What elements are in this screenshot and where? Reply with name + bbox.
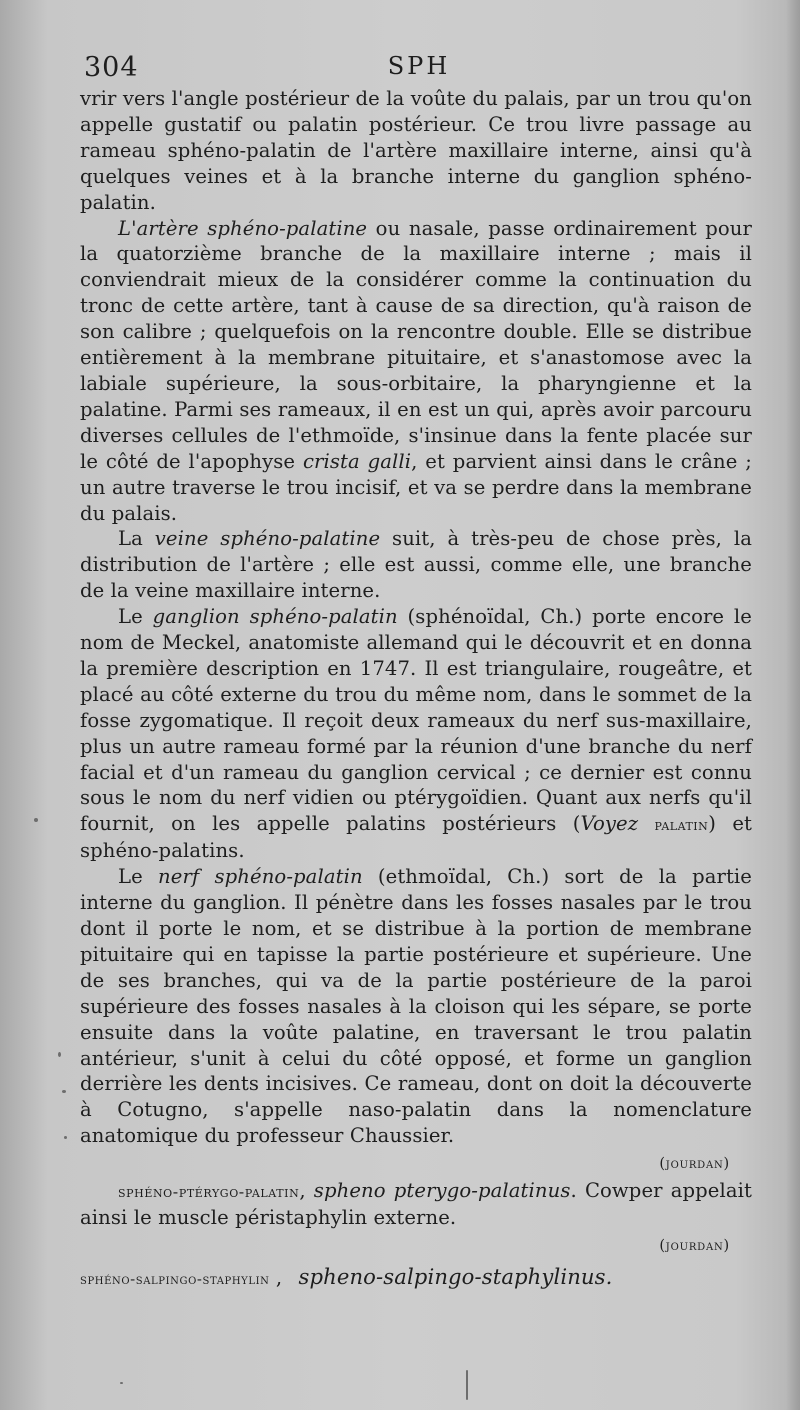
paragraph-artere-text: ou nasale, passe ordinairement pour la quatorzième branche de la maxillaire interne ; mais il conviendrait mieux de la considérer comme la continuation du tronc de cette artère, tant à cause de sa direction, qu'à raison de son calibre ; quelquefois on la rencontre double. Elle se distribue entièrement à la membrane pituitaire, et s'anastomose avec la labiale supérieure, la sous-orbitaire, la pharyngienne et la palatine. Parmi ses rameaux, il en est un qui, après avoir parcouru diverses cellules de l'ethmoïde, s'insinue dans la fente placée sur le côté de l'apophyse xyxy=(80,216,752,473)
term-nerf: nerf sphéno-palatin xyxy=(158,865,363,889)
paper-speck xyxy=(34,818,38,822)
entry-latin-term: spheno pterygo-palatinus xyxy=(313,1179,571,1203)
entry-spheno-salpingo-staphylin xyxy=(80,1264,752,1293)
paragraph-continued: vrir vers l'angle postérieur de la voûte du palais, par un trou qu'on appelle gustatif ou palatin postérieur. Ce trou livre passage au rameau sphéno-palatin de l'artère maxillaire interne, ainsi qu'à quelques veines et à la branche interne du ganglion sphéno-palatin. xyxy=(80,87,752,214)
entry-separator: , xyxy=(299,1179,314,1203)
body-text xyxy=(80,86,752,1293)
paragraph-veine xyxy=(80,526,752,604)
paragraph-ganglion xyxy=(80,604,752,864)
paper-speck xyxy=(64,1136,67,1139)
cross-reference-palatin: palatin xyxy=(654,815,709,835)
author-signature-2: (jourdan) xyxy=(659,1237,730,1254)
term-ganglion: ganglion sphéno-palatin xyxy=(152,605,398,629)
paragraph-ganglion-pre: Le xyxy=(118,605,153,629)
term-crista-galli: crista galli xyxy=(302,449,412,473)
paragraph-artere xyxy=(80,216,752,527)
paragraph-ganglion-text-end: ) et sphéno-palatins. xyxy=(80,812,752,863)
entry-text: . Cowper appelait ainsi le muscle péristaphylin externe. xyxy=(80,1179,752,1229)
paragraph-artere-text-end: , et parvient ainsi dans le crâne ; un autre traverse le trou incisif, et va se perdre dans la membrane du palais. xyxy=(80,449,752,525)
paper-speck xyxy=(120,1382,123,1384)
author-signature-line-2 xyxy=(80,1231,752,1260)
paper-speck xyxy=(58,1052,61,1057)
running-head xyxy=(84,52,754,86)
page-number: 304 xyxy=(84,52,139,83)
author-signature: (jourdan) xyxy=(659,1156,730,1173)
paragraph-nerf xyxy=(80,864,752,1149)
running-title: SPH xyxy=(387,52,451,80)
entry-separator-2: , xyxy=(269,1265,289,1289)
entry-headword-2: sphéno-salpingo-staphylin xyxy=(80,1269,270,1288)
entry-headword: sphéno-ptérygo-palatin xyxy=(118,1182,300,1202)
paragraph-nerf-pre: Le xyxy=(118,865,159,889)
paper-speck xyxy=(466,1370,468,1400)
entry-latin-term-2: spheno-salpingo-staphylinus. xyxy=(298,1263,613,1289)
paragraph-ganglion-text: (sphénoïdal, Ch.) porte encore le nom de Meckel, anatomiste allemand qui le découvrit et en donna la première description en 1747. Il est triangulaire, rougeâtre, et placé au côté externe du trou du même nom, dans le sommet de la fosse zygomatique. Il reçoit deux rameaux du nerf sus-maxillaire, plus un autre rameau formé par la réunion d'une branche du nerf facial et d'un rameau du ganglion cervical ; ce dernier est connu sous le nom du nerf vidien ou ptérygoïdien. Quant aux nerfs qu'il fournit, on les appelle palatins postérieurs ( xyxy=(80,605,752,836)
entry-spheno-pterygo-palatin xyxy=(80,1178,752,1231)
voyez-reference: Voyez xyxy=(580,812,639,836)
paragraph-veine-pre: La xyxy=(118,527,155,551)
author-signature-line xyxy=(80,1149,752,1178)
paper-speck xyxy=(62,1090,66,1093)
term-artere: L'artère sphéno-palatine xyxy=(118,216,368,240)
term-veine: veine sphéno-palatine xyxy=(154,527,381,551)
paragraph-nerf-text: (ethmoïdal, Ch.) sort de la partie interne du ganglion. Il pénètre dans les fosses nasales par le trou dont il porte le nom, et se distribue à la portion de membrane pituitaire qui en tapisse la partie postérieure et supérieure. Une de ses branches, qui va de la partie postérieure de la paroi supérieure des fosses nasales à la cloison qui les sépare, se porte ensuite dans la voûte palatine, en traversant le trou palatin antérieur, s'unit à celui du côté opposé, et forme un ganglion derrière les dents incisives. Ce rameau, dont on doit la découverte à Cotugno, s'appelle naso-palatin dans la nomenclature anatomique du professeur Chaussier. xyxy=(80,865,752,1148)
page-edge-shadow xyxy=(786,0,800,1410)
paragraph-veine-text: suit, à très-peu de chose près, la distribution de l'artère ; elle est aussi, comme elle, une branche de la veine maxillaire interne. xyxy=(80,527,752,603)
